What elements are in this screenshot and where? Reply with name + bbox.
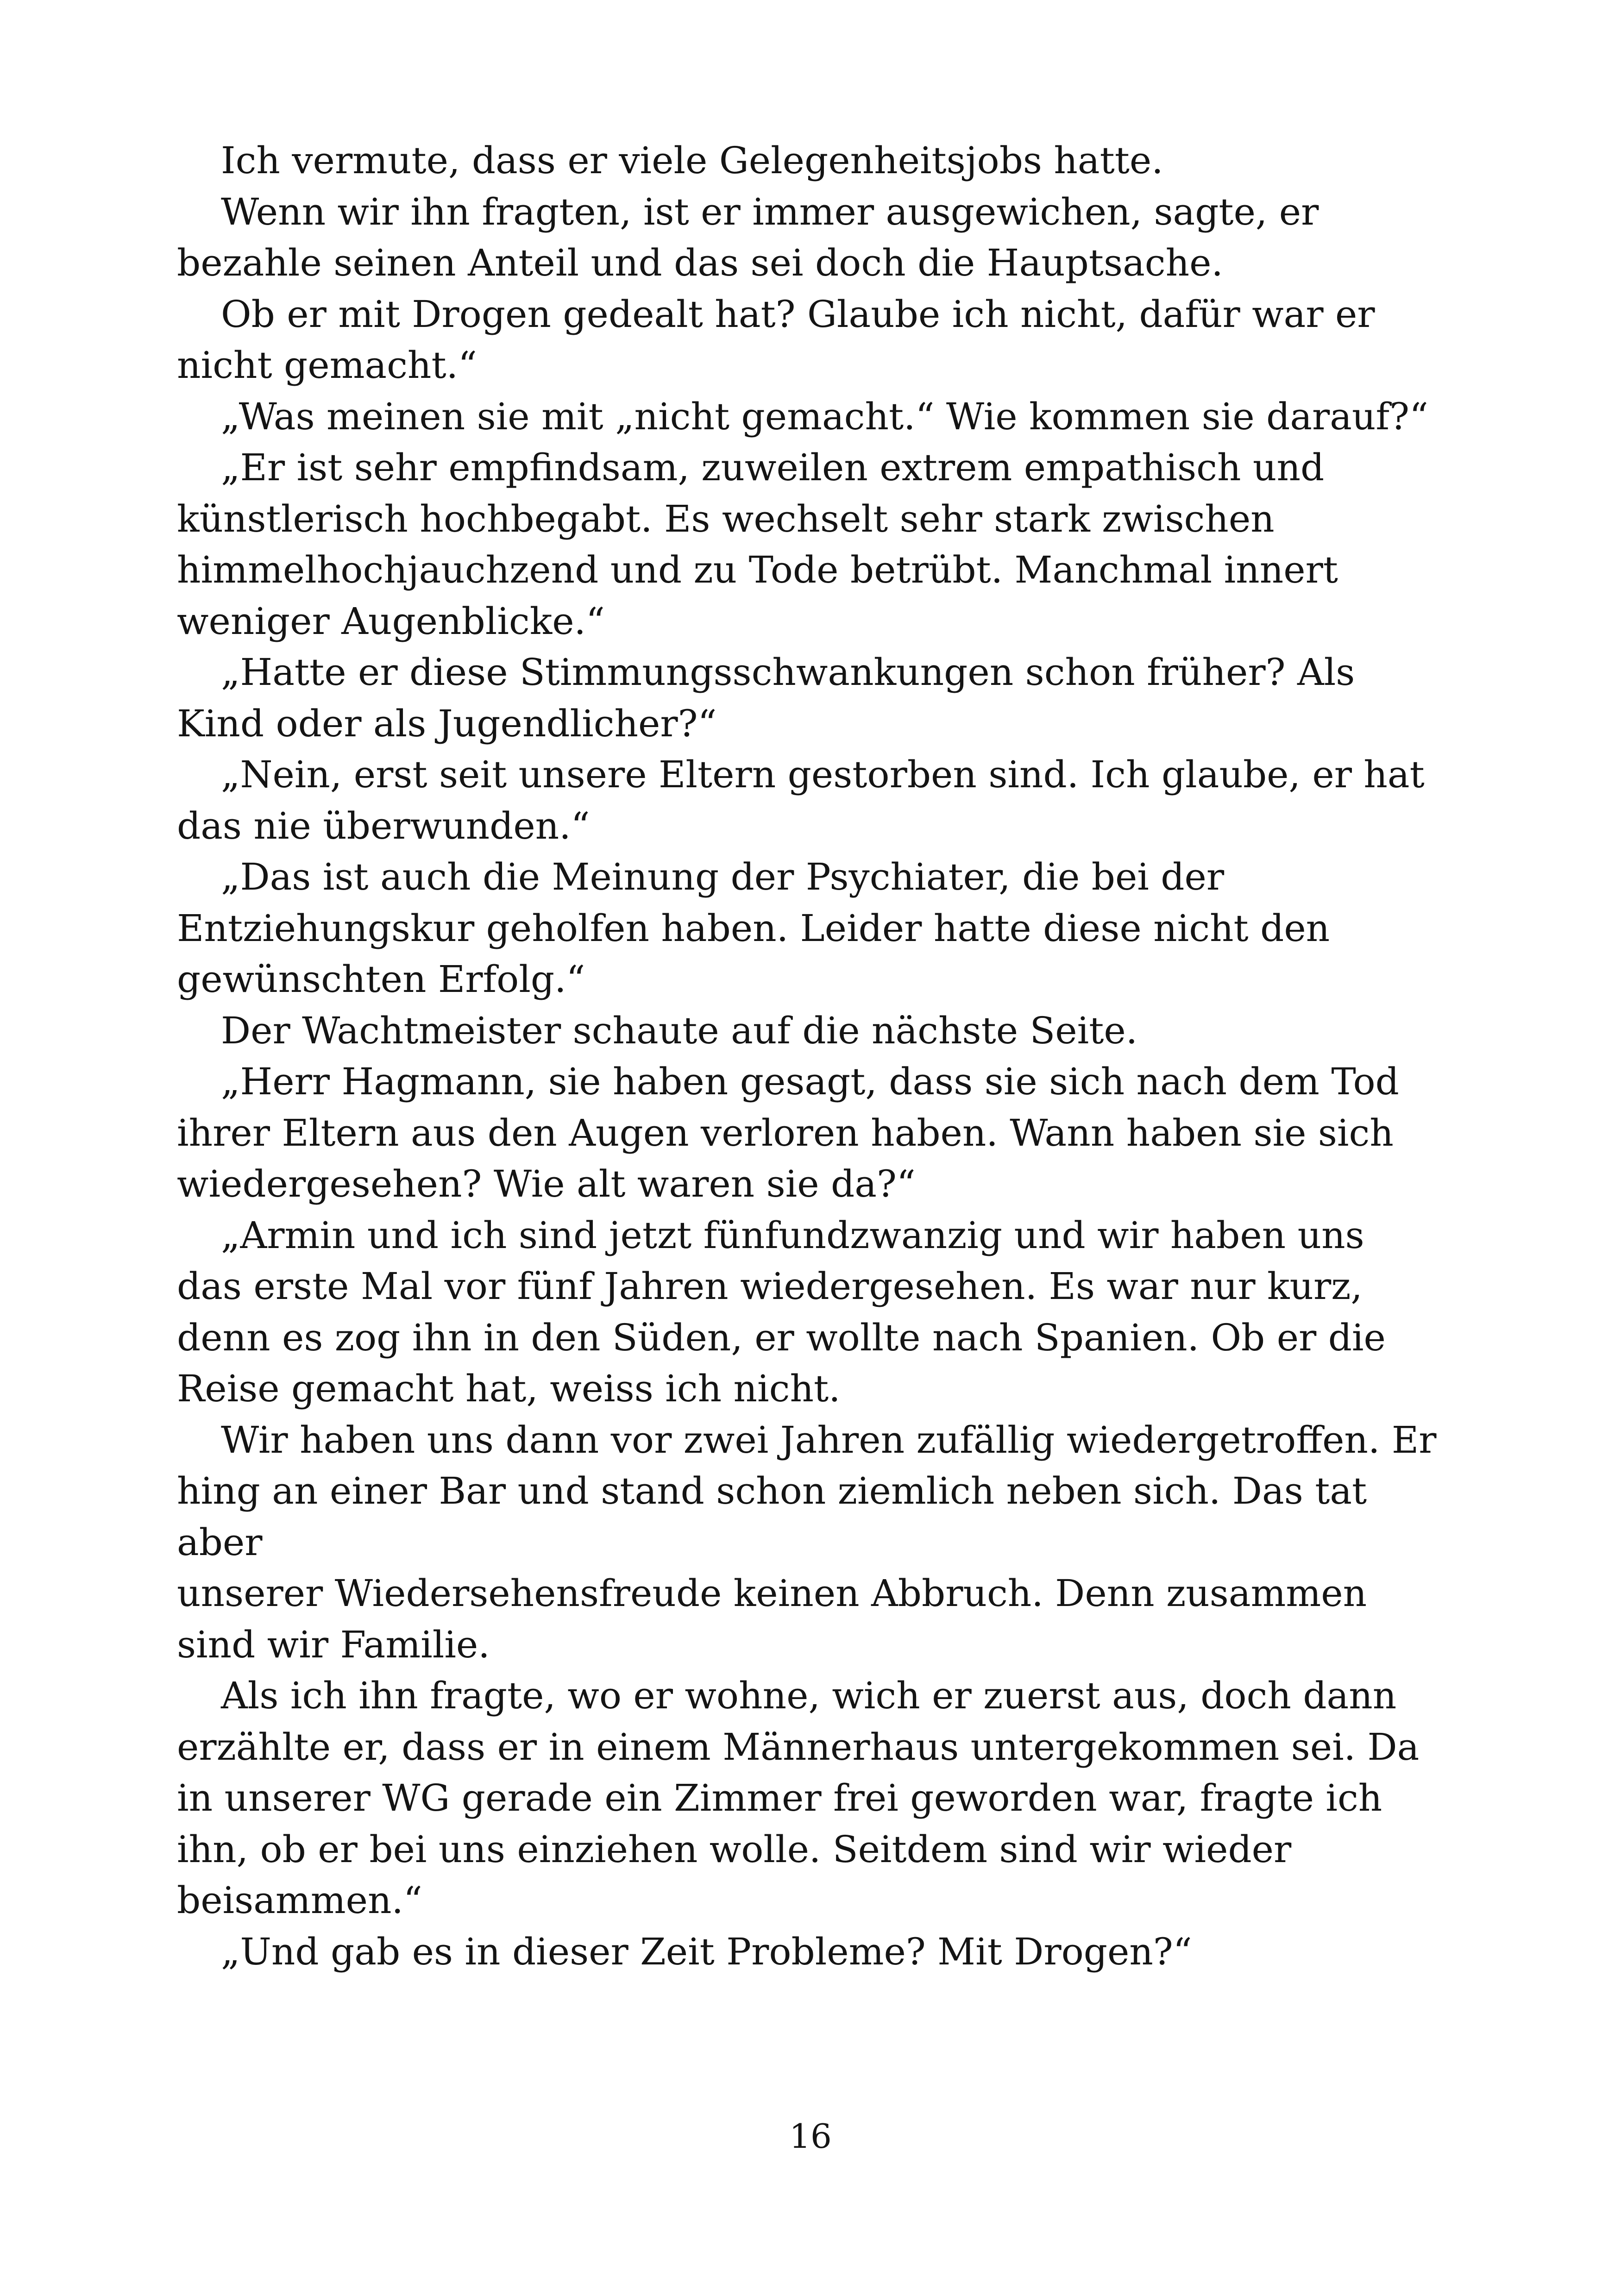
paragraph: „Hatte er diese Stimmungsschwankungen schon früher? Als Kind oder als Jugendlicher?“ <box>177 651 1355 745</box>
paragraph: „Armin und ich sind jetzt fünfundzwanzig und wir haben uns das erste Mal vor fünf Jahren wiedergesehen. Es war nur kurz, denn es zog ihn in den Süden, er wollte nach Spanien. Ob er die Reise gemacht hat, weiss ich nicht. <box>177 1213 1386 1410</box>
paragraph: Ob er mit Drogen gedealt hat? Glaube ich nicht, dafür war er nicht gemacht.“ <box>177 292 1375 387</box>
paragraph: Der Wachtmeister schaute auf die nächste Seite. <box>221 1009 1138 1052</box>
paragraph: Wenn wir ihn fragten, ist er immer ausgewichen, sagte, er bezahle seinen Anteil und das sei doch die Hauptsache. <box>177 190 1319 284</box>
paragraph: „Herr Hagmann, sie haben gesagt, dass sie sich nach dem Tod ihrer Eltern aus den Augen verloren haben. Wann haben sie sich wiedergesehen? Wie alt waren sie da?“ <box>177 1060 1399 1205</box>
paragraph: Als ich ihn fragte, wo er wohne, wich er zuerst aus, doch dann erzählte er, dass er in einem Männerhaus untergekommen sei. Da in unserer WG gerade ein Zimmer frei geworden war, fragte ich ihn, ob er bei uns einziehen wolle. Seitdem sind wir wieder beisammen.“ <box>177 1674 1420 1922</box>
paragraph: Ich vermute, dass er viele Gelegenheitsjobs hatte. <box>221 139 1163 182</box>
paragraph: „Das ist auch die Meinung der Psychiater, die bei der Entziehungskur geholfen haben. Leider hatte diese nicht den gewünschten Erfolg.“ <box>177 855 1330 1001</box>
paragraph: Wir haben uns dann vor zwei Jahren zufällig wiedergetroffen. Er hing an einer Bar und stand schon ziemlich neben sich. Das tat aber unserer Wiedersehensfreude keinen Abbruch. Denn zusammen sind wir Familie. <box>177 1418 1437 1666</box>
page-number: 16 <box>789 2117 832 2156</box>
paragraph: „Was meinen sie mit „nicht gemacht.“ Wie kommen sie darauf?“ <box>221 395 1428 438</box>
paragraph: „Und gab es in dieser Zeit Probleme? Mit Drogen?“ <box>221 1930 1192 1973</box>
body-text <box>177 135 1455 1977</box>
paragraph: „Er ist sehr empfindsam, zuweilen extrem empathisch und künstlerisch hochbegabt. Es wechselt sehr stark zwischen himmelhochjauchzend und zu Tode betrübt. Manchmal innert weniger Augenblicke.“ <box>177 446 1338 643</box>
paragraph: „Nein, erst seit unsere Eltern gestorben sind. Ich glaube, er hat das nie überwunden.“ <box>177 753 1425 847</box>
